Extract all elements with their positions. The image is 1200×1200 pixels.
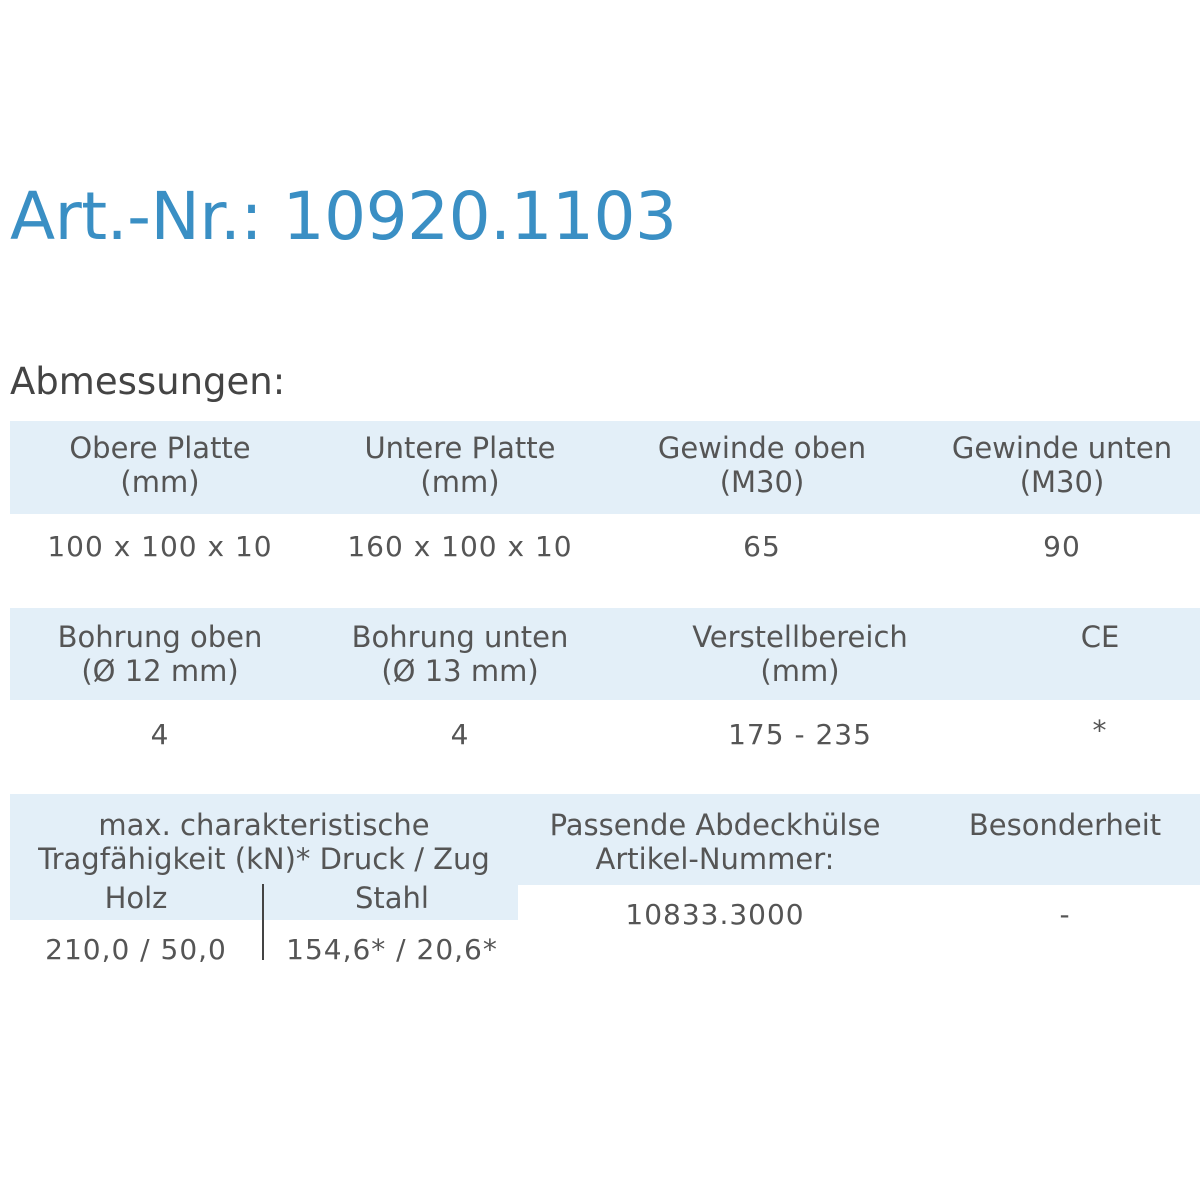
table1-value-gewinde-oben: 65 xyxy=(743,530,781,563)
table3-value-holz: 210,0 / 50,0 xyxy=(45,933,227,966)
table1-header-gewinde-oben: Gewinde oben (M30) xyxy=(657,431,867,499)
table3-value-stahl: 154,6* / 20,6* xyxy=(286,933,498,966)
table2-header-bohrung-unten: Bohrung unten (Ø 13 mm) xyxy=(351,620,569,688)
table3-header-sleeve: Passende Abdeckhülse Artikel-Nummer: xyxy=(549,808,881,876)
table2-header-bohrung-oben: Bohrung oben (Ø 12 mm) xyxy=(57,620,263,688)
dimensions-label: Abmessungen: xyxy=(10,360,286,403)
table3-header-load-capacity: max. charakteristische Tragfähigkeit (kN)* Druck / Zug xyxy=(38,808,490,876)
table3-header-holz: Holz xyxy=(104,881,168,915)
table1-header-gewinde-unten: Gewinde unten (M30) xyxy=(951,431,1173,499)
table2-value-verstellbereich: 175 - 235 xyxy=(728,718,872,751)
table1-value-gewinde-unten: 90 xyxy=(1043,530,1081,563)
table3-value-special: - xyxy=(1059,898,1071,931)
table2-value-bohrung-oben: 4 xyxy=(150,718,170,751)
article-number-title: Art.-Nr.: 10920.1103 xyxy=(10,178,677,255)
table2-header-verstellbereich: Verstellbereich (mm) xyxy=(692,620,908,688)
table1-value-untere-platte: 160 x 100 x 10 xyxy=(347,530,573,563)
table3-header-stahl: Stahl xyxy=(355,881,429,915)
holz-stahl-divider xyxy=(262,884,264,960)
table3-header-special: Besonderheit xyxy=(968,808,1162,842)
table1-header-untere-platte: Untere Platte (mm) xyxy=(364,431,556,499)
table2-header-ce: CE xyxy=(1080,620,1120,654)
table2-value-bohrung-unten: 4 xyxy=(450,718,470,751)
table3-value-sleeve: 10833.3000 xyxy=(625,898,805,931)
table1-header-obere-platte: Obere Platte (mm) xyxy=(69,431,251,499)
table2-value-ce: * xyxy=(1092,714,1108,747)
table1-value-obere-platte: 100 x 100 x 10 xyxy=(47,530,273,563)
